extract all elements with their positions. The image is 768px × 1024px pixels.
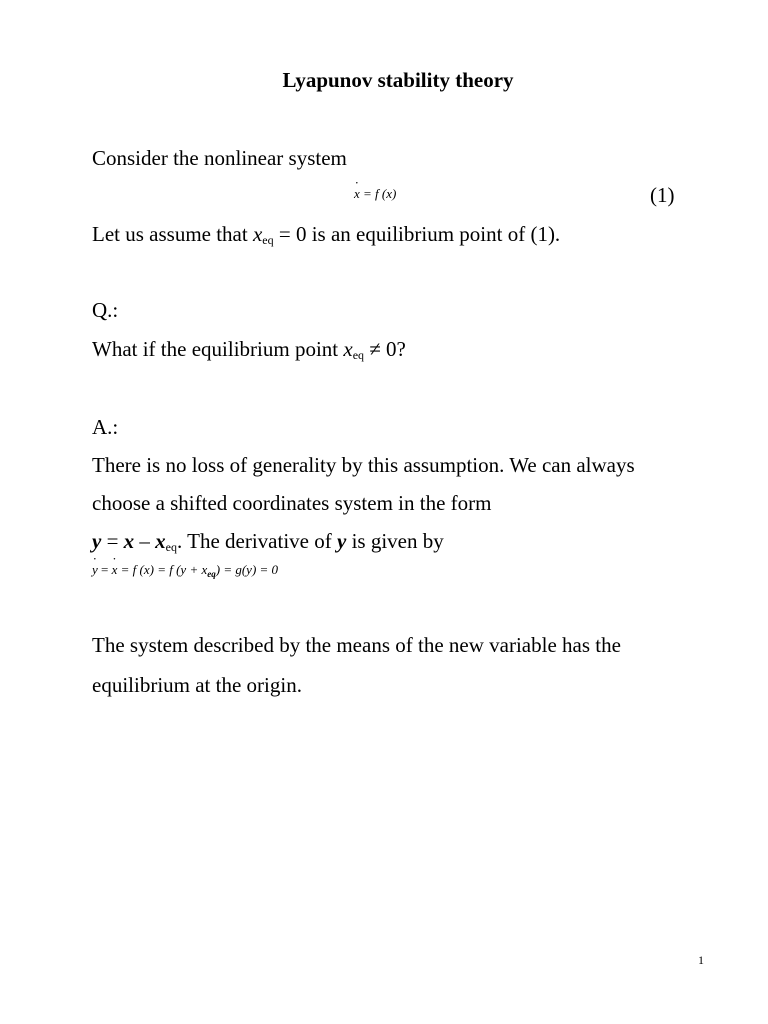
intro-text: Consider the nonlinear system bbox=[92, 146, 347, 170]
question-text bbox=[92, 335, 406, 369]
assume-before: Let us assume that bbox=[92, 222, 253, 246]
shift-end: is given by bbox=[346, 529, 444, 553]
question-var: x bbox=[343, 337, 353, 361]
equation-number: (1) bbox=[650, 183, 675, 207]
assumption-text bbox=[92, 220, 560, 254]
shift-eq-mid: = bbox=[101, 529, 124, 553]
question-sub: eq bbox=[352, 348, 365, 362]
shift-eq-sub: eq bbox=[165, 540, 177, 554]
answer-label: A.: bbox=[92, 415, 119, 439]
page-number: 1 bbox=[698, 953, 704, 967]
eq1-lhs: · x bbox=[354, 186, 360, 202]
shift-eq-x2: x bbox=[155, 529, 166, 553]
question-before: What if the equilibrium point bbox=[92, 337, 344, 361]
eq2-rest-a: = f (x) = f (y + x bbox=[117, 562, 208, 577]
eq2-x: · x bbox=[112, 562, 118, 578]
page-title: Lyapunov stability theory bbox=[282, 68, 514, 92]
eq2-rest-b: ) = g(y) = 0 bbox=[215, 562, 279, 577]
answer-line-2: choose a shifted coordinates system in the form bbox=[92, 491, 492, 515]
shift-y: y bbox=[336, 529, 347, 553]
equation-2 bbox=[92, 562, 278, 579]
equation-1 bbox=[354, 186, 396, 202]
shift-eq-minus: – bbox=[134, 529, 156, 553]
shift-eq-y: y bbox=[92, 529, 102, 553]
shift-eq-x: x bbox=[123, 529, 135, 553]
conclusion-line-1: The system described by the means of the new variable has the bbox=[92, 633, 621, 657]
answer-line-3 bbox=[92, 527, 444, 561]
eq2-y: · y bbox=[92, 562, 98, 578]
eq2-eq-a: = bbox=[97, 562, 112, 577]
eq2-sub: eq bbox=[207, 569, 216, 579]
question-label: Q.: bbox=[92, 298, 119, 322]
question-after: ≠ 0? bbox=[364, 337, 406, 361]
assume-sub: eq bbox=[262, 233, 274, 247]
shift-after: . The derivative of bbox=[177, 529, 337, 553]
conclusion-line-2: equilibrium at the origin. bbox=[92, 673, 302, 697]
assume-after: = 0 is an equilibrium point of (1). bbox=[273, 222, 561, 246]
eq1-rhs: = f (x) bbox=[363, 186, 397, 201]
answer-line-1: There is no loss of generality by this assumption. We can always bbox=[92, 453, 635, 477]
assume-var: x bbox=[252, 222, 263, 246]
